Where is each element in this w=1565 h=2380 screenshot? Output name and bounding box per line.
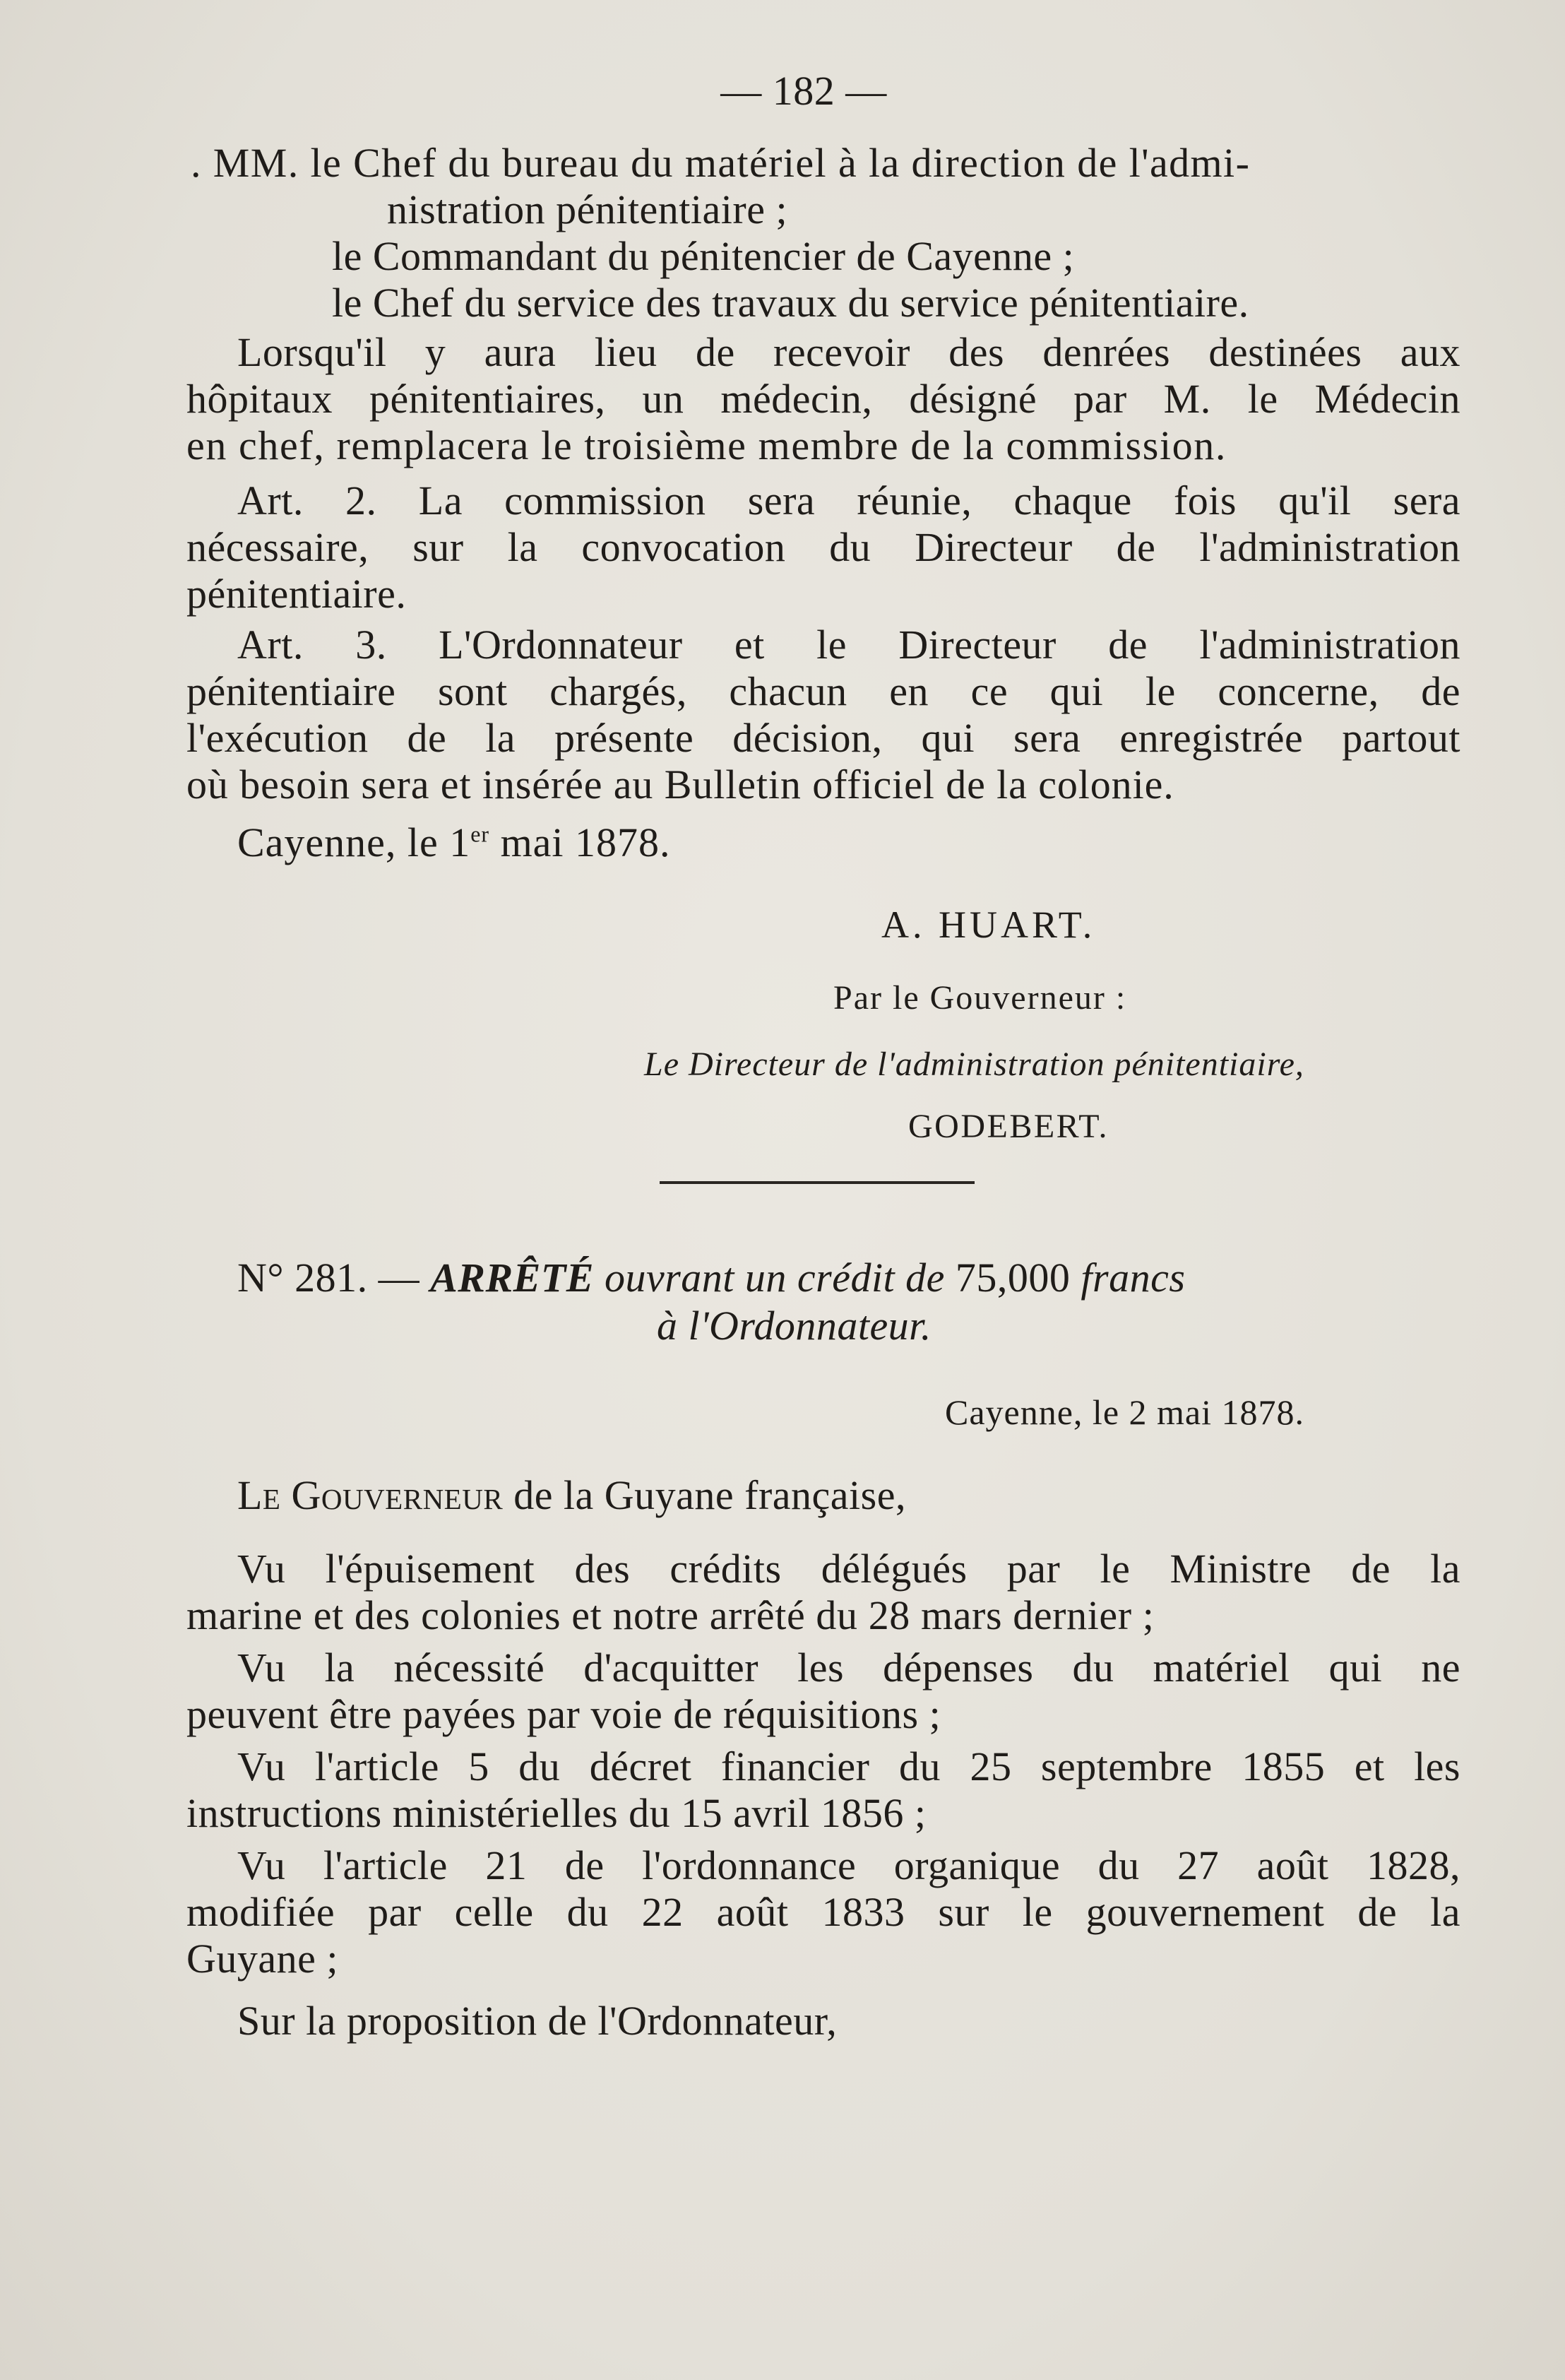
hopitaux-line-3: en chef, remplacera le troisième membre de la commission. [186,422,1227,468]
art3-line-1: Art. 3. L'Ordonnateur et le Directeur de l'administration [237,622,1460,668]
vu1-line-2: marine et des colonies et notre arrêté du 28 mars dernier ; [186,1592,1155,1638]
hopitaux-line-2: hôpitaux pénitentiaires, un médecin, désigné par M. le Médecin [186,376,1460,422]
sur-proposition-line: Sur la proposition de l'Ordonnateur, [237,1998,838,2044]
date-line-2: Cayenne, le 2 mai 1878. [945,1392,1304,1432]
art2-line-1: Art. 2. La commission sera réunie, chaque fois qu'il sera [237,478,1460,523]
art3-line-4: où besoin sera et insérée au Bulletin officiel de la colonie. [186,762,1174,807]
gouverneur-line [237,1472,906,1519]
art2-line-2: nécessaire, sur la convocation du Directeur de l'administration [186,524,1460,570]
arrete-keyword: ARRÊTÉ [430,1255,594,1301]
date-superscript: er [470,822,490,847]
arrete-number: N° 281. — [237,1255,431,1301]
vu2-line-2: peuvent être payées par voie de réquisitions ; [186,1691,941,1737]
gouverneur-rest: de la Guyane française, [503,1472,906,1518]
arrete-title-part-2: francs [1070,1255,1186,1301]
vu4-line-2: modifiée par celle du 22 août 1833 sur le gouvernement de la [186,1889,1460,1935]
art3-line-2: pénitentiaire sont chargés, chacun en ce qui le concerne, de [186,668,1460,714]
date-suffix: mai 1878. [489,819,671,865]
vu1-line-1: Vu l'épuisement des crédits délégués par le Ministre de la [237,1546,1460,1592]
separator-rule [660,1181,975,1184]
arrete-amount: 75,000 [955,1255,1071,1301]
art2-line-3: pénitentiaire. [186,571,407,617]
signature-title: Le Directeur de l'administration pénitentiaire, [644,1046,1304,1083]
vu2-line-1: Vu la nécessité d'acquitter les dépenses du matériel qui ne [237,1645,1460,1691]
date-prefix: Cayenne, le 1 [237,819,471,865]
members-line-4: le Chef du service des travaux du service pénitentiaire. [332,280,1249,326]
arrete-heading-line-1 [237,1255,1185,1301]
vu3-line-2: instructions ministérielles du 15 avril 1856 ; [186,1790,927,1836]
vu4-line-3: Guyane ; [186,1936,338,1982]
members-line-1: . MM. le Chef du bureau du matériel à la direction de l'admi- [191,140,1251,186]
signature-par: Par le Gouverneur : [833,979,1127,1017]
gouverneur-caps: Le Gouverneur [237,1472,504,1518]
vu4-line-1: Vu l'article 21 de l'ordonnance organique du 27 août 1828, [237,1842,1460,1888]
members-line-3: le Commandant du pénitencier de Cayenne ; [332,233,1075,279]
members-line-2: nistration pénitentiaire ; [387,187,788,232]
signature-name: A. HUART. [881,904,1096,946]
page-number: — 182 — [720,68,887,114]
vu3-line-1: Vu l'article 5 du décret financier du 25 septembre 1855 et les [237,1743,1460,1789]
arrete-title-part-1: ouvrant un crédit de [593,1255,956,1301]
signature-name-2: GODEBERT. [908,1108,1109,1145]
arrete-heading-line-2: à l'Ordonnateur. [657,1303,932,1349]
hopitaux-line-1: Lorsqu'il y aura lieu de recevoir des denrées destinées aux [237,329,1460,375]
date-line-1 [237,819,671,866]
art3-line-3: l'exécution de la présente décision, qui sera enregistrée partout [186,715,1460,761]
